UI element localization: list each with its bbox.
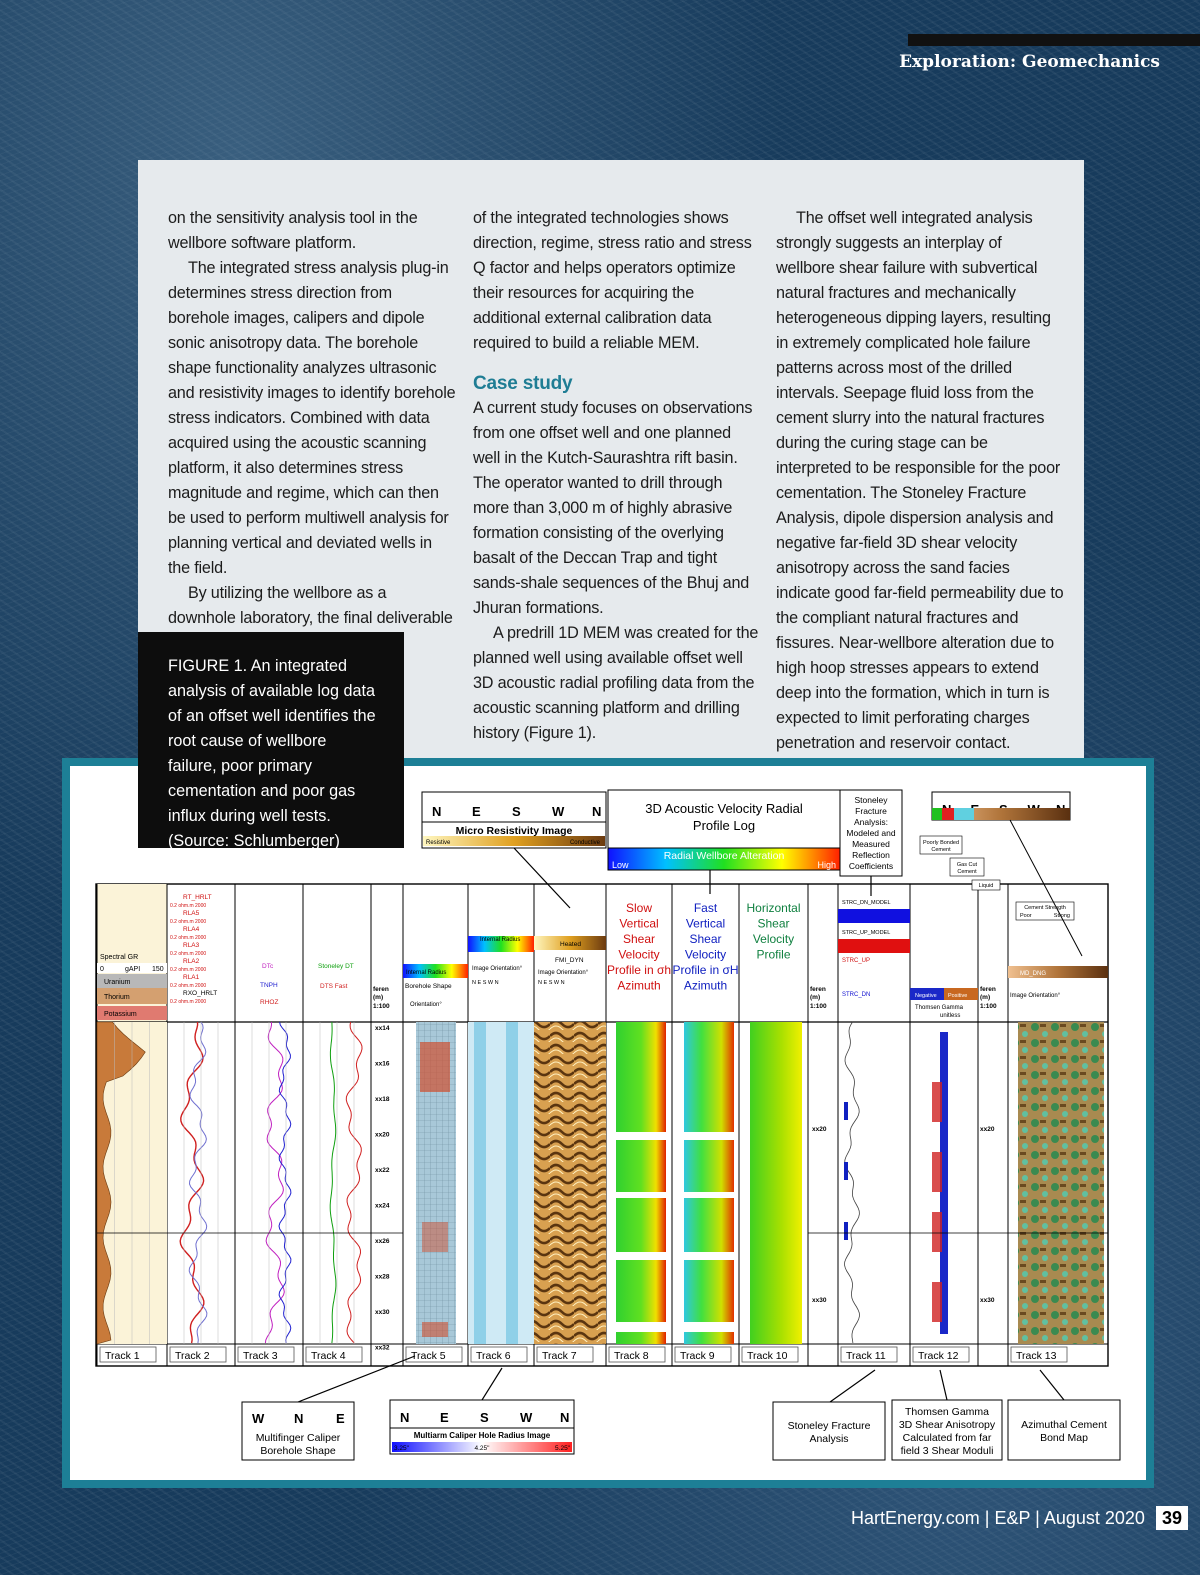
azimuthal-box-text: Bond Map <box>1040 1432 1088 1444</box>
breakout-zone <box>422 1222 448 1252</box>
footer-publication: E&P <box>994 1508 1031 1528</box>
page-number: 39 <box>1156 1506 1188 1530</box>
caliper-title: Borehole Shape <box>260 1445 336 1457</box>
poorly-bonded-text: Cement <box>931 847 951 853</box>
callout-arrow <box>940 1370 947 1400</box>
track11-dn-bar <box>838 939 910 953</box>
track11-header: STRC_DN <box>842 992 871 998</box>
stoneley-box-text: Modeled and <box>846 828 896 838</box>
track-label: Track 3 <box>243 1350 278 1362</box>
footer-date: August 2020 <box>1043 1508 1145 1528</box>
track11-blue-spike <box>844 1222 848 1240</box>
track7-resistivity-image <box>534 1022 606 1344</box>
track-label: Track 9 <box>680 1350 715 1362</box>
track7-header: Image Orientation° <box>538 970 589 976</box>
compass-letter: W <box>552 804 565 819</box>
compass-letter: E <box>472 804 481 819</box>
track2-scale: 0.2 ohm.m 2000 <box>170 951 207 957</box>
depth-label: xx20 <box>812 1126 827 1133</box>
log-display <box>70 766 1146 1480</box>
track-label: Track 12 <box>918 1350 959 1362</box>
callout-arrow <box>482 1368 502 1400</box>
track12-positive <box>932 1282 942 1322</box>
multiarm-tick: 5.25" <box>555 1445 570 1452</box>
track-label: Track 5 <box>411 1350 446 1362</box>
compass-letter: S <box>512 804 521 819</box>
depth-header: feren <box>980 986 996 993</box>
compass-letter: N <box>592 804 602 819</box>
shear-header: Velocity <box>618 947 660 962</box>
track13-bond-map <box>1018 1022 1104 1344</box>
track8-profile <box>616 1022 666 1344</box>
track11-header: STRC_UP_MODEL <box>842 930 891 936</box>
section-title: Exploration: Geomechanics <box>899 52 1160 72</box>
article-column-1 <box>168 206 456 631</box>
track-label: Track 4 <box>311 1350 346 1362</box>
thomsen-box-text: Thomsen Gamma <box>904 1406 990 1418</box>
gap-band <box>684 1192 734 1198</box>
track-label: Track 8 <box>614 1350 649 1362</box>
compass-letter: W <box>252 1411 265 1426</box>
shear-header: Profile in σh <box>606 963 672 977</box>
depth-header: (m) <box>373 994 384 1001</box>
depth-header: feren <box>810 986 826 993</box>
depth-label: xx24 <box>375 1202 390 1210</box>
paragraph: The integrated stress analysis plug-in determines stress direction from borehole images, calipers and dipole sonic anisotropy data. The borehole shape functionality analyzes ultrasonic and resistivity images to identify borehole stress indicators. Combined with data acquired using the acoustic scanning platform, it also determines stress magnitude and regime, which can then be used to perform multiwell analysis for planning vertical and deviated wells in the field. <box>168 259 456 577</box>
track10-profile <box>750 1022 802 1344</box>
track11-header: STRC_DN_MODEL <box>842 900 891 906</box>
track4-curve-dts: DTS Fast <box>320 983 348 990</box>
depth-label: xx30 <box>812 1297 827 1304</box>
track7-header: FMI_DYN <box>555 957 584 964</box>
track3-curve-dtc: DTc <box>262 963 274 970</box>
figure-caption: FIGURE 1. An integrated analysis of available log data of an offset well identifies the root cause of wellbore failure, poor primary cementation and poor gas influx during well tests. (Source: Schlumberger) <box>138 632 404 848</box>
compass-letter: S <box>480 1410 489 1425</box>
paragraph: A current study focuses on observations from one offset well and one planned well in the Kutch-Saurashtra rift basin. The operator wanted to drill through more than 3,000 m of highly abrasive formation consisting of the overlying basalt of the Deccan Trap and tight sands-shale sequences of the Bhuj and Jhuran formations. <box>473 399 753 617</box>
compass-letter: N <box>432 804 442 819</box>
article-column-2-body <box>473 396 761 746</box>
potassium-label: Potassium <box>104 1011 137 1018</box>
track1-label: Spectral GR <box>100 954 139 961</box>
shear-header: Vertical <box>619 916 659 931</box>
shear-header: Fast <box>693 901 718 915</box>
stoneley-box-text: Reflection <box>852 850 890 860</box>
track7-header: Heated <box>560 941 581 948</box>
track6-header: Internal Radius <box>480 937 521 943</box>
footer-sep-1: | <box>984 1508 995 1528</box>
track11-up-bar <box>838 909 910 923</box>
multiarm-tick: 3.25" <box>394 1445 409 1452</box>
depth-header: (m) <box>980 994 991 1001</box>
bond-red <box>942 808 954 820</box>
track12-positive <box>932 1082 942 1122</box>
track2-scale: 0.2 ohm.m 2000 <box>170 967 207 973</box>
track2-scale: 0.2 ohm.m 2000 <box>170 983 207 989</box>
gap-band <box>616 1322 666 1332</box>
gap-band <box>616 1192 666 1198</box>
acoustic-title: 3D Acoustic Velocity Radial <box>645 801 803 816</box>
paragraph: A predrill 1D MEM was created for the planned well using available offset well 3D acoustic radial profiling data from the acoustic scanning platform and drilling history (Figure 1). <box>473 624 759 742</box>
stoneley-box-text: Measured <box>852 839 890 849</box>
depth-label: xx18 <box>375 1096 390 1103</box>
track6-band <box>506 1022 518 1344</box>
track12-header: Thomsen Gamma <box>915 1005 964 1011</box>
depth-label: xx32 <box>375 1344 390 1352</box>
compass-letter: N <box>400 1410 410 1425</box>
breakout-zone <box>422 1322 448 1337</box>
cement-strength-text: Cement Strength <box>1024 905 1066 911</box>
paragraph: The offset well integrated analysis strongly suggests an interplay of wellbore shear failure with subvertical natural fractures and mechanically heterogeneous dipping layers, resulting in extremely complicated hole failure patterns across most of the drilled intervals. Seepage fluid loss from the cement slurry into the natural fractures during the curing stage can be interpreted to be responsible for the poor cementation. The Stoneley Fracture Analysis, dipole dispersion analysis and negative far-field 3D shear velocity anisotropy across the sand facies indicate good far-field permeability due to the compliant natural fractures and fissures. Near-wellbore alteration due to high hoop stresses appears to extend deep into the formation, which in turn is expected to limit perforating charges penetration and reservoir contact. <box>776 209 1064 752</box>
track6-band <box>474 1022 486 1344</box>
micro-left: Resistive <box>426 840 451 846</box>
compass-letter: N <box>560 1410 570 1425</box>
track2-curve-name: RLA3 <box>183 942 200 949</box>
multiarm-title: Multiarm Caliper Hole Radius Image <box>413 1431 551 1440</box>
track12-header: unitless <box>940 1013 961 1019</box>
stoneley-box-text: Analysis: <box>853 817 889 827</box>
breakout-zone <box>420 1042 450 1092</box>
shear-header: Profile in σH <box>672 963 739 977</box>
track-label: Track 13 <box>1016 1350 1057 1362</box>
page-footer <box>851 1508 1188 1529</box>
depth-label: xx30 <box>980 1297 995 1304</box>
track11-blue-spike <box>844 1102 848 1120</box>
depth-header: feren <box>373 986 389 993</box>
cement-strong: Strong <box>1053 913 1070 919</box>
paragraph: By utilizing the wellbore as a downhole laboratory, the final deliverable <box>168 584 453 627</box>
gap-band <box>684 1132 734 1140</box>
compass-letter: N <box>294 1411 304 1426</box>
track2-curve-name: RT_HRLT <box>183 894 212 901</box>
track2-scale: 0.2 ohm.m 2000 <box>170 935 207 941</box>
case-study-heading: Case study <box>473 373 573 394</box>
acoustic-title: Profile Log <box>692 818 756 833</box>
shear-header: Velocity <box>752 932 795 946</box>
article-column-3 <box>776 206 1064 756</box>
gap-band <box>684 1252 734 1260</box>
cement-poor: Poor <box>1020 913 1032 919</box>
track2-scale: 0.2 ohm.m 2000 <box>170 903 207 909</box>
radial-high-label: High <box>817 860 836 870</box>
gas-cut-text: Cement <box>957 869 977 875</box>
gr-unit: gAPI <box>125 966 141 973</box>
track4-curve-stoneley: Stoneley DT <box>318 963 354 970</box>
track5-orient: Orientation° <box>410 1002 442 1008</box>
shear-header: Slow <box>625 901 653 915</box>
stoneley-box-text: Coefficients <box>848 861 894 871</box>
track13-header: MD_DNG <box>1020 971 1047 977</box>
stoneley-box-text: Fracture <box>855 806 887 816</box>
micro-title: Micro Resistivity Image <box>455 825 573 837</box>
multiarm-tick: 4.25" <box>474 1445 490 1452</box>
radial-alteration-label: Radial Wellbore Alteration <box>663 850 785 862</box>
track-label: Track 1 <box>105 1350 140 1362</box>
micro-right: Conductive <box>569 840 600 846</box>
track12-header: Positive <box>948 993 968 999</box>
track9-profile <box>684 1022 734 1344</box>
callout-arrow <box>1040 1370 1064 1400</box>
gr-scale-max: 150 <box>152 966 164 973</box>
track2-curve-name: RLA5 <box>183 910 200 917</box>
depth-label: xx16 <box>375 1060 390 1068</box>
gap-band <box>684 1322 734 1332</box>
depth-label: xx20 <box>375 1131 390 1139</box>
depth-label: xx30 <box>375 1309 390 1316</box>
figure-1-frame <box>62 758 1154 1488</box>
stoneley-analysis-box-text: Stoneley Fracture <box>787 1420 871 1432</box>
callout-arrow <box>830 1370 875 1402</box>
track-label: Track 6 <box>476 1350 511 1362</box>
compass-letter: E <box>336 1411 345 1426</box>
track2-curve-name: RLA2 <box>183 958 200 965</box>
depth-label: xx26 <box>375 1238 390 1245</box>
depth-header: 1:100 <box>373 1003 390 1010</box>
track6-header: Image Orientation° <box>472 966 523 972</box>
header-bar <box>908 34 1200 46</box>
track2-scale: 0.2 ohm.m 2000 <box>170 919 207 925</box>
track-label: Track 7 <box>542 1350 577 1362</box>
compass-letter: E <box>440 1410 449 1425</box>
paragraph: of the integrated technologies shows direction, regime, stress ratio and stress Q factor and helps operators optimize their resources for acquiring the additional external calibration data required to build a reliable MEM. <box>473 209 752 352</box>
track-label: Track 2 <box>175 1350 210 1362</box>
article-column-2-top <box>473 206 761 356</box>
thorium-label: Thorium <box>104 994 130 1001</box>
azimuthal-box-text: Azimuthal Cement <box>1021 1419 1107 1431</box>
track-label: Track 10 <box>747 1350 788 1362</box>
depth-label: xx14 <box>375 1025 390 1032</box>
track5-header: Borehole Shape <box>405 983 452 990</box>
track6-compass: N E S W N <box>472 980 499 986</box>
depth-header: 1:100 <box>980 1003 997 1010</box>
shear-header: Velocity <box>684 947 727 962</box>
footer-sep-2: | <box>1035 1508 1044 1528</box>
gap-band <box>616 1132 666 1140</box>
shear-header: Vertical <box>685 916 726 931</box>
track12-positive <box>932 1212 942 1252</box>
uranium-label: Uranium <box>104 979 131 986</box>
track-label: Track 11 <box>846 1350 886 1362</box>
track3-curve-tnph: TNPH <box>260 982 278 989</box>
depth-label: xx28 <box>375 1273 390 1281</box>
paragraph: on the sensitivity analysis tool in the wellbore software platform. <box>168 209 418 252</box>
track11-blue-spike <box>844 1162 848 1180</box>
depth-header: (m) <box>810 994 821 1001</box>
shear-header: Shear <box>622 932 656 946</box>
track2-curve-name: RLA1 <box>183 974 200 981</box>
bond-cyan <box>954 808 974 820</box>
track13-header: Image Orientation° <box>1010 993 1061 999</box>
track2-curve-name: RXO_HRLT <box>183 990 218 997</box>
gap-band <box>616 1252 666 1260</box>
shear-header: Azimuth <box>683 978 728 993</box>
liquid-text: Liquid <box>978 883 994 889</box>
footer-site: HartEnergy.com <box>851 1508 980 1528</box>
track3-curve-rhoz: RHOZ <box>260 999 279 1006</box>
caliper-title: Multifinger Caliper <box>255 1432 341 1444</box>
stoneley-analysis-box-text: Analysis <box>809 1433 849 1445</box>
depth-label: xx22 <box>375 1167 390 1174</box>
thomsen-box-text: field 3 Shear Moduli <box>900 1445 994 1457</box>
track7-compass: N E S W N <box>538 980 565 986</box>
track5-header: Internal Radius <box>406 970 447 976</box>
stoneley-box-text: Stoneley <box>854 795 888 805</box>
figure-1 <box>70 766 1146 1480</box>
radial-low-label: Low <box>612 860 629 870</box>
track2-scale: 0.2 ohm.m 2000 <box>170 999 207 1005</box>
article-column-2 <box>473 206 761 746</box>
depth-header: 1:100 <box>810 1003 827 1010</box>
track12-positive <box>932 1152 942 1192</box>
track2-curve-name: RLA4 <box>183 926 200 933</box>
shear-header: Azimuth <box>617 978 661 993</box>
gr-scale-min: 0 <box>100 966 104 973</box>
shear-header: Shear <box>757 916 790 931</box>
track12-header: Negative <box>915 993 937 999</box>
shear-header: Horizontal <box>746 901 801 915</box>
thomsen-box-text: Calculated from far <box>902 1432 992 1444</box>
shear-header: Profile <box>756 947 791 962</box>
track11-header: STRC_UP <box>842 958 871 964</box>
depth-label: xx20 <box>980 1126 995 1133</box>
poorly-bonded-text: Poorly Bonded <box>922 840 960 846</box>
bond-green <box>932 808 942 820</box>
shear-header: Shear <box>689 932 722 946</box>
thomsen-box-text: 3D Shear Anisotropy <box>898 1419 996 1431</box>
compass-letter: W <box>520 1410 533 1425</box>
gas-cut-text: Gas Cut <box>956 862 978 868</box>
